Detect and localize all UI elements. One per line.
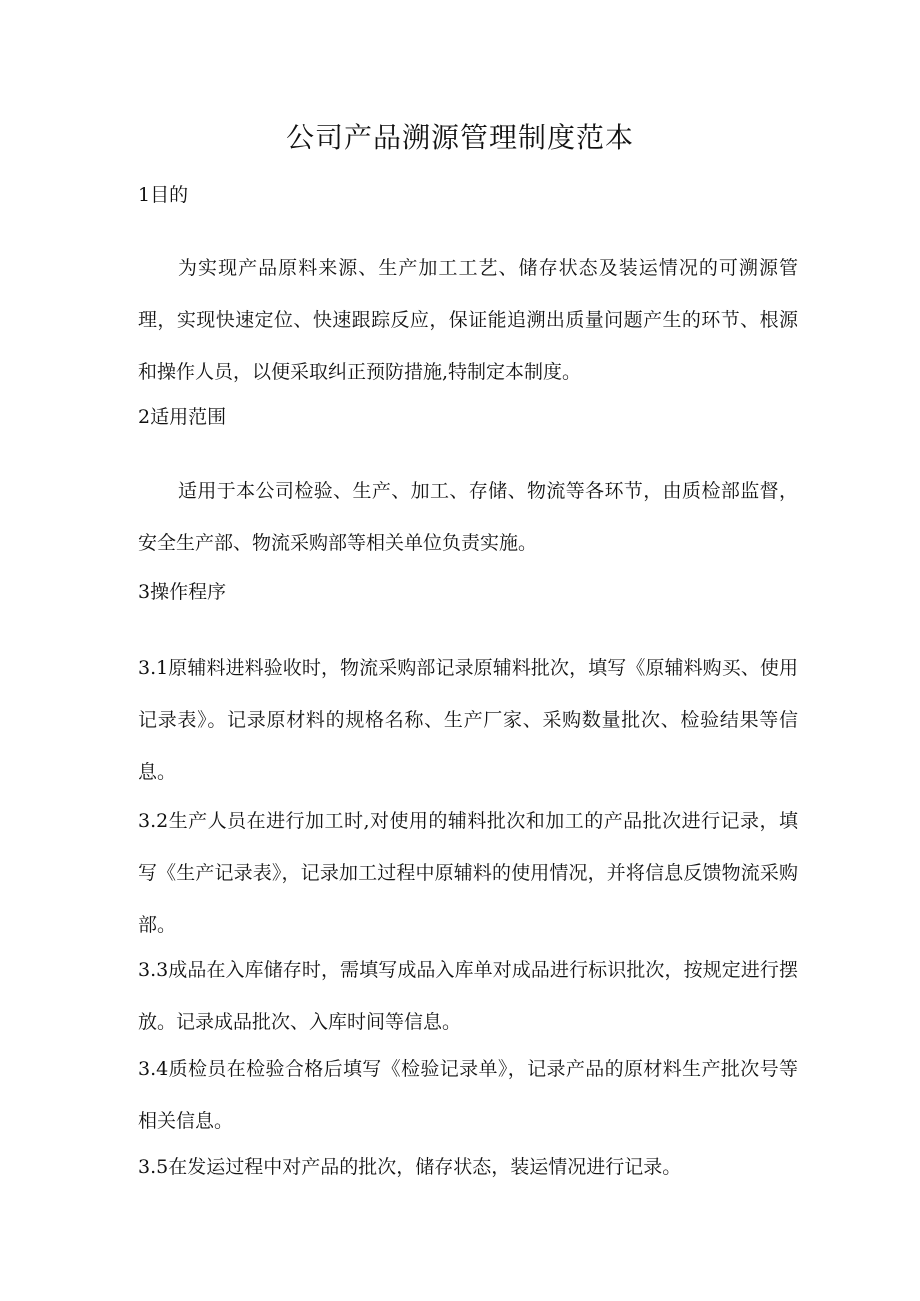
- section-heading-procedure: 3操作程序: [138, 581, 227, 603]
- procedure-item-3-4: 3.4质检员在检验合格后填写《检验记录单》，记录产品的原材料生产批次号等相关信息。: [138, 1058, 798, 1132]
- procedure-item-3-5: 3.5在发运过程中对产品的批次，储存状态，装运情况进行记录。: [138, 1156, 682, 1178]
- procedure-item-3-2: 3.2生产人员在进行加工时,对使用的辅料批次和加工的产品批次进行记录，填写《生产记录表》，记录加工过程中原辅料的使用情况，并将信息反馈物流采购部。: [138, 810, 798, 936]
- procedure-item-3-3: 3.3成品在入库储存时，需填写成品入库单对成品进行标识批次，按规定进行摆放。记录成品批次、入库时间等信息。: [138, 959, 798, 1033]
- paragraph-scope: 适用于本公司检验、生产、加工、存储、物流等各环节，由质检部监督，安全生产部、物流采购部等相关单位负责实施。: [138, 480, 798, 554]
- procedure-item-3-1: 3.1原辅料进料验收时，物流采购部记录原辅料批次，填写《原辅料购买、使用记录表》。记录原材料的规格名称、生产厂家、采购数量批次、检验结果等信息。: [138, 657, 798, 783]
- paragraph-purpose: 为实现产品原料来源、生产加工工艺、储存状态及装运情况的可溯源管理，实现快速定位、快速跟踪反应，保证能追溯出质量问题产生的环节、根源和操作人员，以便采取纠正预防措施,特制定本制度。: [138, 257, 798, 383]
- document-title: 公司产品溯源管理制度范本: [285, 121, 634, 154]
- section-heading-scope: 2适用范围: [138, 406, 227, 428]
- section-heading-purpose: 1目的: [138, 184, 189, 206]
